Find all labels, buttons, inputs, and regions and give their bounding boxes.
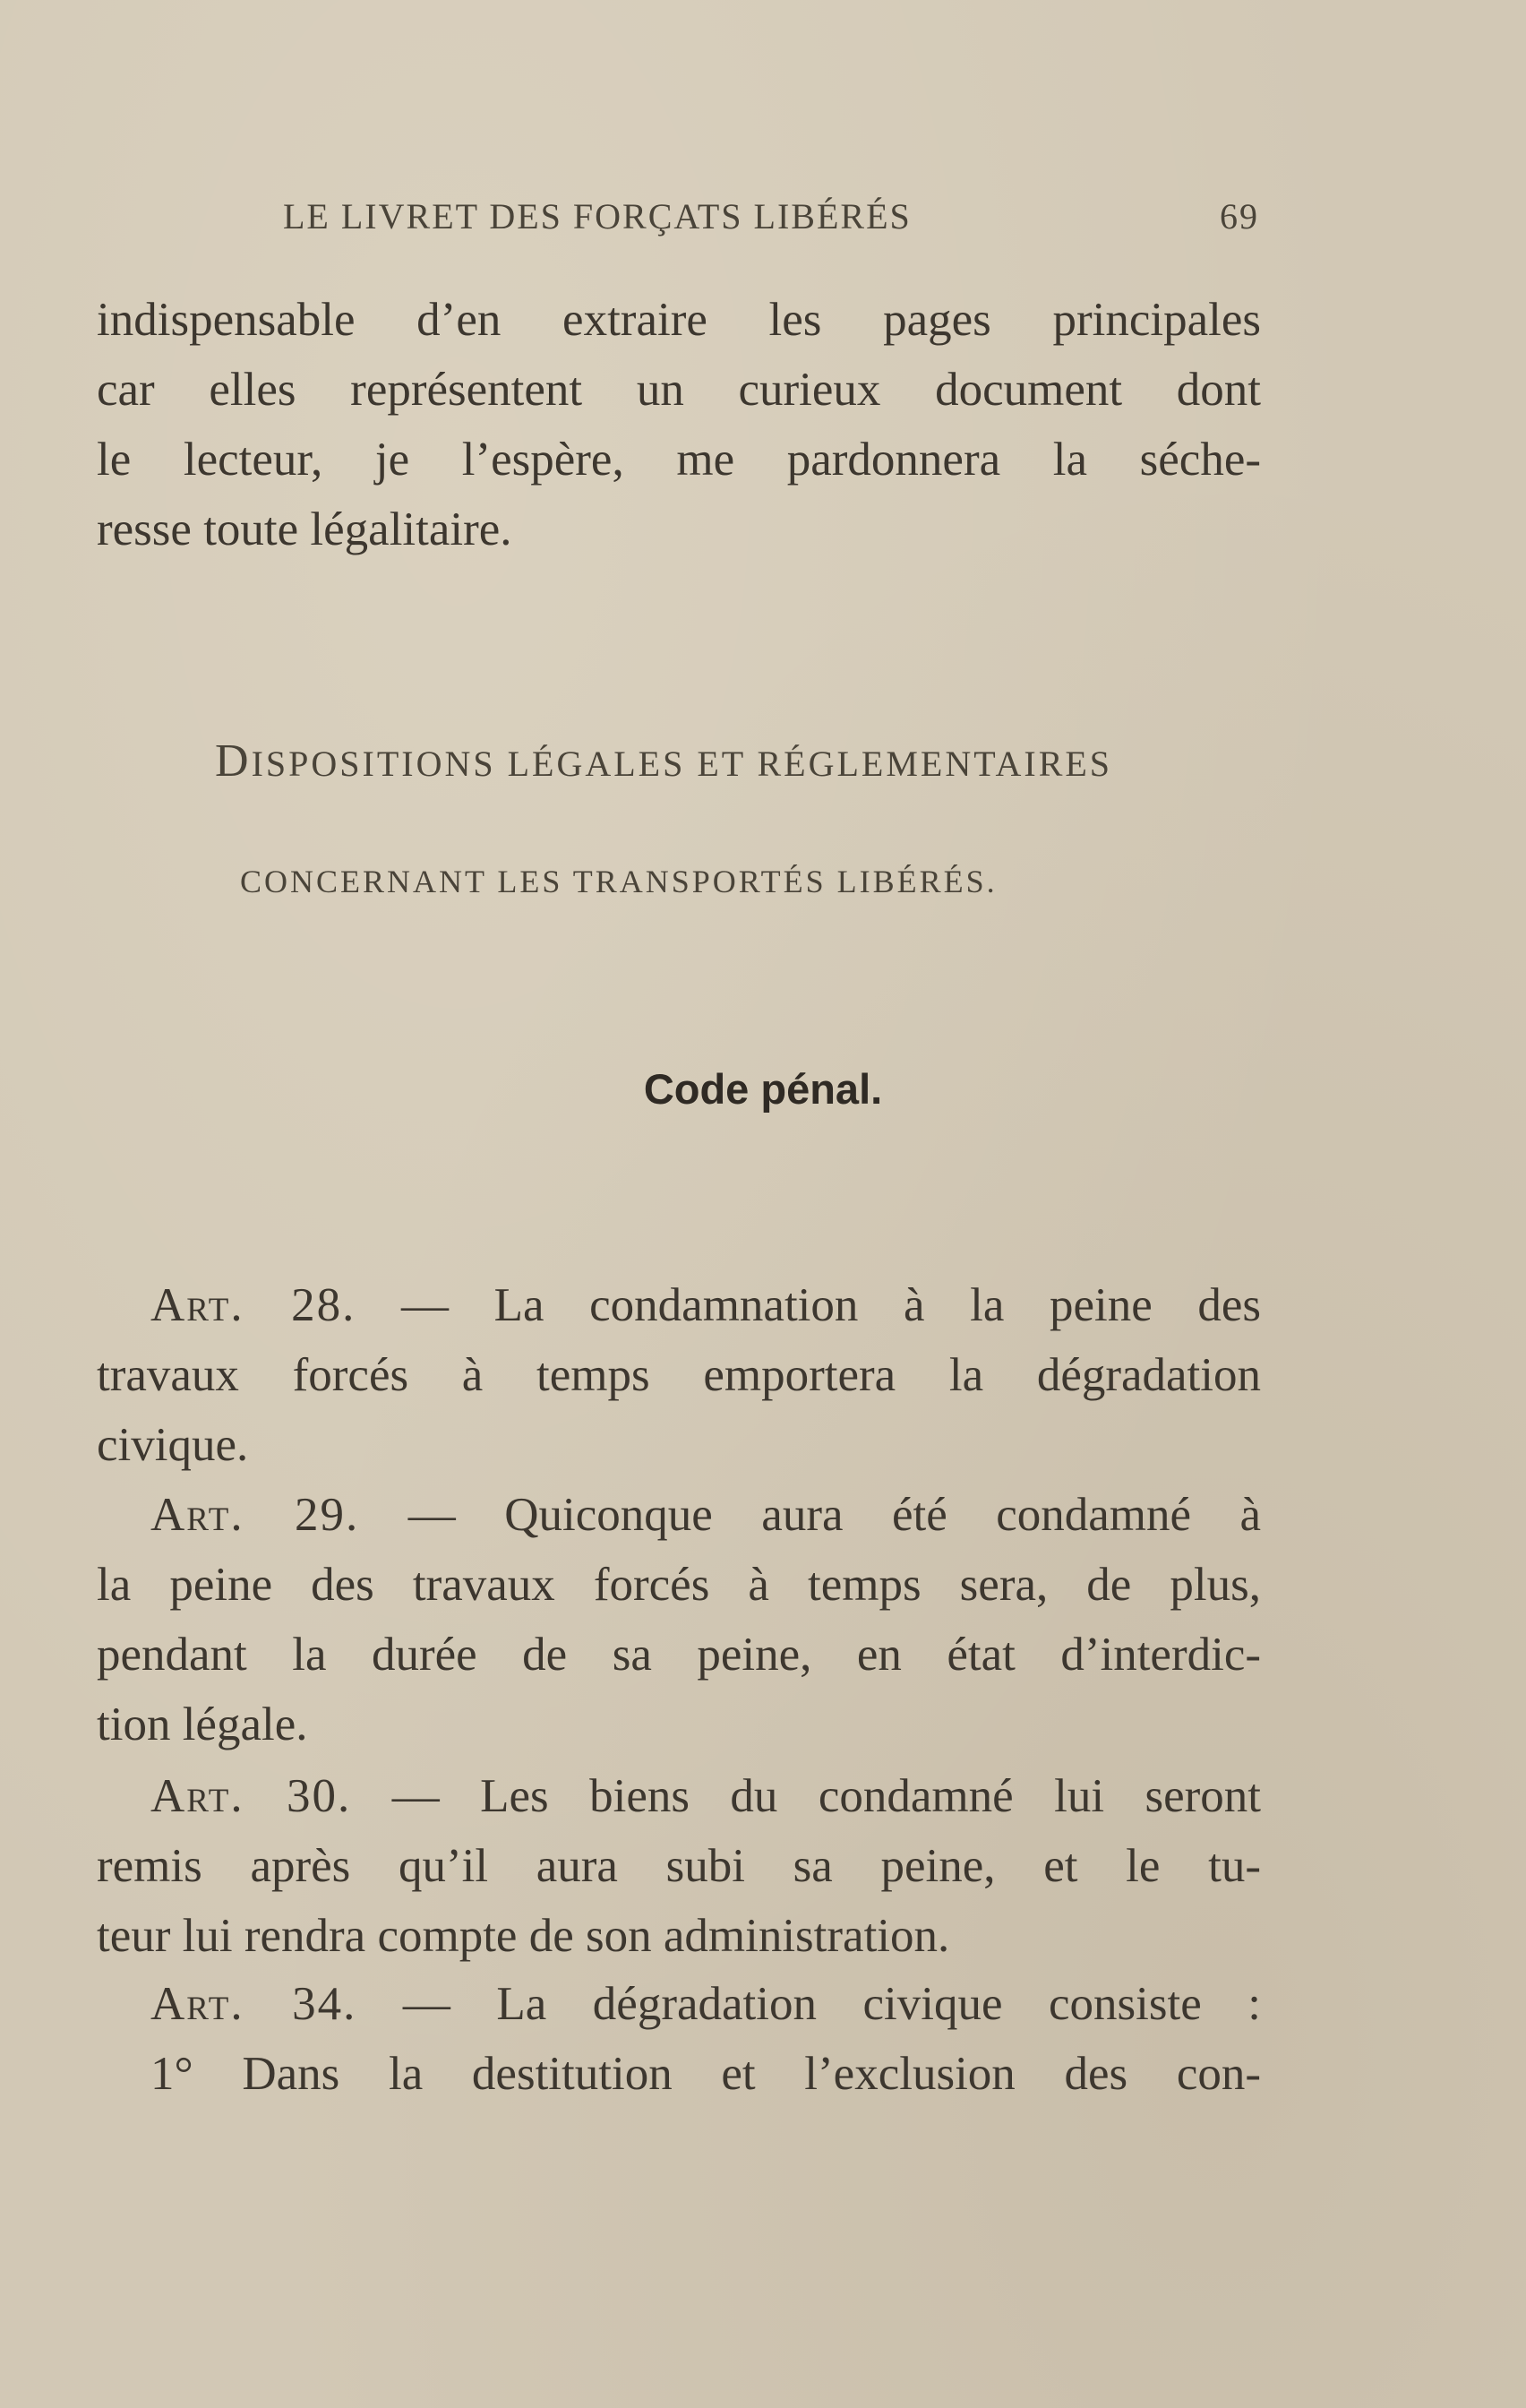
code-title: Code pénal.: [643, 1065, 883, 1113]
text-segment: — La dégradation civique consiste :: [402, 1978, 1261, 2030]
section-heading: [215, 735, 1155, 787]
text-line: pendant la durée de sa peine, en état d’interdic-: [97, 1629, 1261, 1681]
running-head: [283, 195, 1268, 245]
text-segment: 1° Dans la destitution et l’exclusion des con-: [150, 2048, 1261, 2100]
section-heading-rest: ISPOSITIONS LÉGALES ET RÉGLEMENTAIRES: [251, 744, 1113, 784]
text-line: civique.: [97, 1419, 249, 1471]
article-28: [97, 1270, 1261, 1480]
text-line: tion légale.: [97, 1698, 308, 1750]
section-heading-initial: D: [215, 735, 252, 787]
text-segment: — Les biens du condamné lui seront: [391, 1770, 1262, 1822]
text-line: le lecteur, je l’espère, me pardonnera la séche-: [97, 434, 1261, 486]
text-line: resse toute légalitaire.: [97, 503, 512, 555]
intro-paragraph: [97, 285, 1261, 564]
text-segment: — La condamnation à la peine des: [401, 1279, 1261, 1331]
article-label: Art. 28.: [150, 1279, 356, 1331]
article-first-line: [97, 1270, 1261, 1340]
article-label: Art. 34.: [150, 1978, 357, 2030]
article-29: [97, 1480, 1261, 1759]
article-first-line: [97, 1761, 1261, 1831]
article-first-line: [97, 1480, 1261, 1550]
text-line: teur lui rendra compte de son administration.: [97, 1910, 950, 1962]
text-segment: — Quiconque aura été condamné à: [407, 1489, 1262, 1541]
article-label: Art. 29.: [150, 1489, 360, 1541]
text-line: [97, 2039, 1261, 2109]
text-line: car elles représentent un curieux document dont: [97, 364, 1261, 416]
section-subheading: CONCERNANT LES TRANSPORTÉS LIBÉRÉS.: [240, 864, 998, 899]
text-line: indispensable d’en extraire les pages principales: [97, 294, 1261, 346]
article-label: Art. 30.: [150, 1770, 352, 1822]
page-number: 69: [1220, 196, 1259, 236]
text-line: travaux forcés à temps emportera la dégradation: [97, 1349, 1261, 1401]
article-34: [97, 1969, 1261, 2039]
article-30: [97, 1761, 1261, 1971]
final-line-block: [97, 2039, 1261, 2109]
text-line: la peine des travaux forcés à temps sera, de plus,: [97, 1559, 1261, 1611]
article-first-line: [97, 1969, 1261, 2039]
text-line: remis après qu’il aura subi sa peine, et le tu-: [97, 1840, 1261, 1892]
running-title: LE LIVRET DES FORÇATS LIBÉRÉS: [283, 196, 912, 236]
